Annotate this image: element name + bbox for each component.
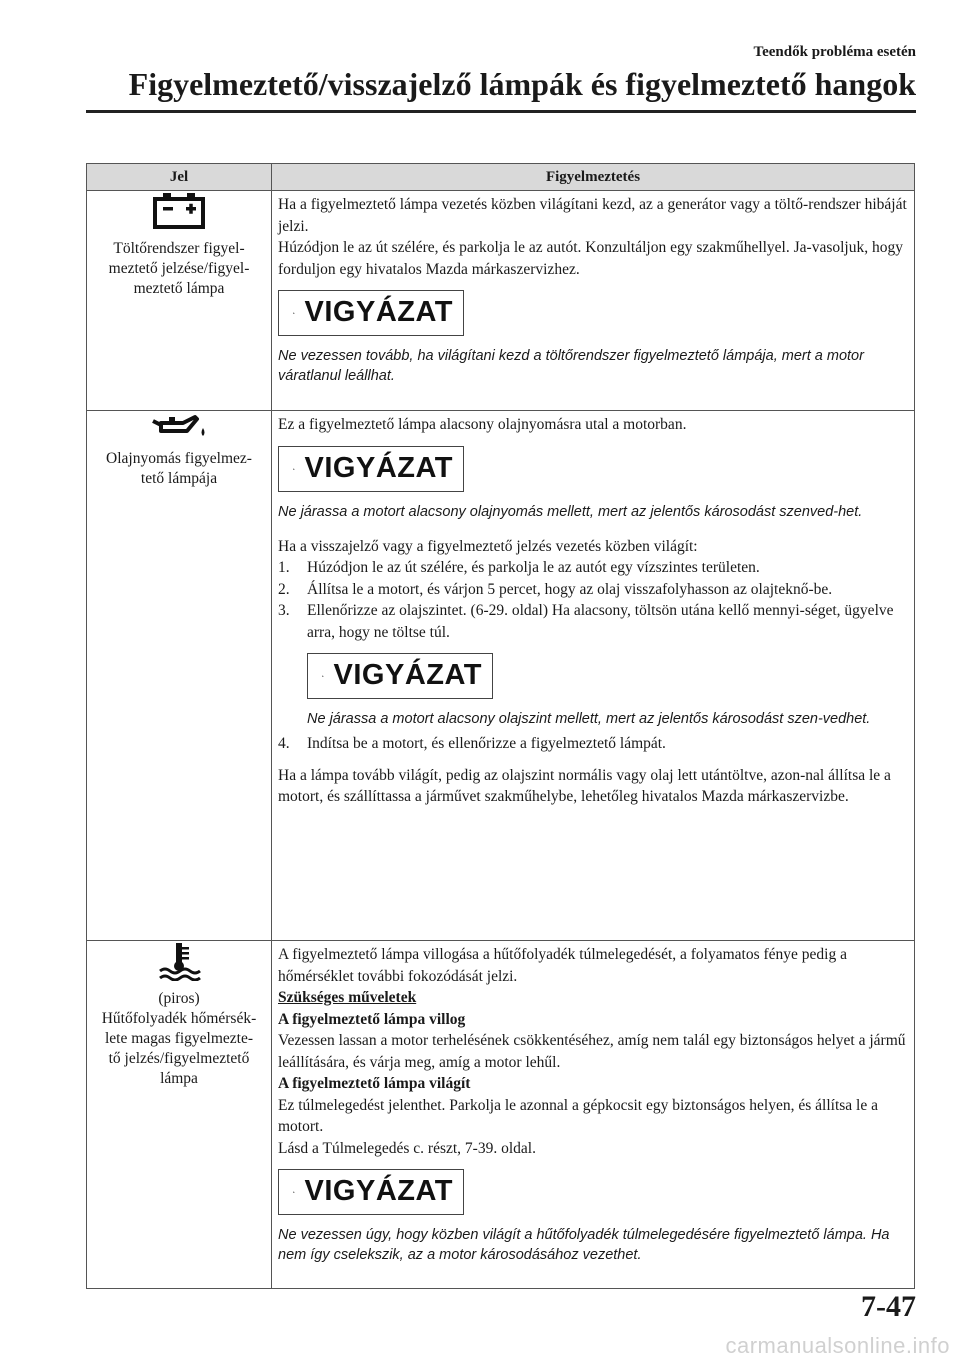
step-text: Ellenőrizze az olajszintet. (6-29. oldal) Ha alacsony, töltsön utána kellő mennyi-séget, ügyelve arra, hogy ne töltse túl. (307, 602, 894, 641)
page-title: Figyelmeztető/visszajelző lámpák és figyelmeztető hangok (128, 66, 916, 102)
paragraph: Ez a figyelmeztető lámpa alacsony olajnyomásra utal a motorban. (278, 416, 687, 433)
section-heading: Teendők probléma esetén (753, 44, 916, 60)
column-header-symbol: Jel (87, 164, 272, 191)
coolant-temperature-icon (157, 941, 201, 981)
table-row (87, 191, 915, 411)
caution-box (278, 290, 464, 336)
paragraph: Ha a figyelmeztető lámpa vezetés közben világítani kezd, az a generátor vagy a töltő-rendszer hibáját jelzi. (278, 196, 907, 235)
table-row (87, 411, 915, 941)
caution-box (307, 653, 493, 699)
caution-text: Ne vezessen tovább, ha világítani kezd a töltőrendszer figyelmeztető lámpája, mert a motor váratlanul leállhat. (278, 348, 864, 384)
symbol-cell (87, 941, 272, 1289)
symbol-cell (87, 411, 272, 941)
warning-triangle-icon (322, 661, 324, 691)
step-text: Húzódjon le az út szélére, és parkolja le az autót egy vízszintes területen. (307, 559, 760, 576)
description-cell (272, 941, 915, 1289)
step-number: 1. (278, 559, 290, 576)
caution-box (278, 446, 464, 492)
paragraph: Húzódjon le az út szélére, és parkolja le az autót. Konzultáljon egy szakműhellyel. Ja-vasoljuk, hogy forduljon egy hivatalos Mazda márkaszervizhez. (278, 239, 903, 278)
caution-box (278, 1169, 464, 1215)
description-cell (272, 411, 915, 941)
step-number: 2. (278, 580, 290, 598)
symbol-label: Olajnyomás figyelmez- tető lámpája (106, 450, 252, 487)
table-row (87, 941, 915, 1289)
paragraph: A figyelmeztető lámpa villogása a hűtőfolyadék túlmelegedését, a folyamatos fénye pedig a hőmérséklet további fokozódását jelzi. (278, 946, 847, 985)
column-header-warning: Figyelmeztetés (272, 164, 915, 191)
watermark: carmanualsonline.info (725, 1333, 950, 1358)
caution-label: VIGYÁZAT (333, 659, 482, 692)
symbol-label: (piros) Hűtőfolyadék hőmérsék- lete magas figyelmezte- tő jelzés/figyelmeztető lámpa (101, 990, 257, 1087)
list-item (278, 733, 908, 755)
caution-text: Ne vezessen úgy, hogy közben világít a hűtőfolyadék túlmelegedésére figyelmeztető lámpa. Ha nem így cselekszik, az a motor károsodásához vezethet. (278, 1227, 890, 1263)
list-item (278, 557, 908, 579)
description-cell (272, 191, 915, 411)
list-item (278, 579, 908, 601)
step-text: Indítsa be a motort, és ellenőrizze a figyelmeztető lámpát. (307, 735, 666, 752)
paragraph: Ez túlmelegedést jelenthet. Parkolja le azonnal a gépkocsit egy biztonságos helyen, és állítsa le a motort. (278, 1096, 878, 1135)
list-item (278, 600, 908, 643)
caution-label: VIGYÁZAT (304, 296, 453, 329)
warning-table (86, 163, 915, 1289)
battery-icon (152, 191, 206, 231)
header-rule (86, 110, 916, 113)
caution-label: VIGYÁZAT (304, 451, 453, 484)
warning-triangle-icon (293, 298, 295, 328)
page-number: 7-47 (861, 1290, 916, 1323)
step-number: 4. (278, 735, 290, 752)
symbol-label: Töltőrendszer figyel- meztető jelzése/figyel- meztető lámpa (108, 240, 250, 297)
caution-label: VIGYÁZAT (304, 1175, 453, 1208)
subheading: A figyelmeztető lámpa villog (278, 1010, 466, 1028)
paragraph: Lásd a Túlmelegedés c. részt, 7-39. oldal. (278, 1139, 536, 1157)
subheading: A figyelmeztető lámpa világít (278, 1075, 471, 1092)
caution-text: Ne járassa a motort alacsony olajszint mellett, mert az jelentős károsodást szen-vedhet. (307, 711, 871, 727)
warning-triangle-icon (293, 454, 295, 484)
caution-text: Ne járassa a motort alacsony olajnyomás mellett, mert az jelentős károsodást szenved-het. (278, 503, 863, 520)
step-text: Állítsa le a motort, és várjon 5 percet, hogy az olaj visszafolyhasson az olajteknő-be. (307, 580, 833, 598)
paragraph: Ha a visszajelző vagy a figyelmeztető jelzés vezetés közben világít: (278, 537, 698, 555)
step-number: 3. (278, 602, 290, 619)
paragraph: Vezessen lassan a motor terhelésének csökkentéséhez, amíg nem talál egy biztonságos helyet a jármű leállítására, és várja meg, amíg a motor lehűl. (278, 1032, 906, 1071)
warning-triangle-icon (293, 1177, 295, 1207)
paragraph: Ha a lámpa tovább világít, pedig az olajszint normális vagy olaj lett utántöltve, azon-nal állítsa le a motort, és szállíttassa a járművet szakműhelybe, lehetőleg hivatalos Mazda márkaszervizbe. (278, 766, 891, 805)
oil-can-icon (149, 411, 209, 441)
symbol-cell (87, 191, 272, 411)
required-actions-heading: Szükséges műveletek (278, 989, 417, 1006)
